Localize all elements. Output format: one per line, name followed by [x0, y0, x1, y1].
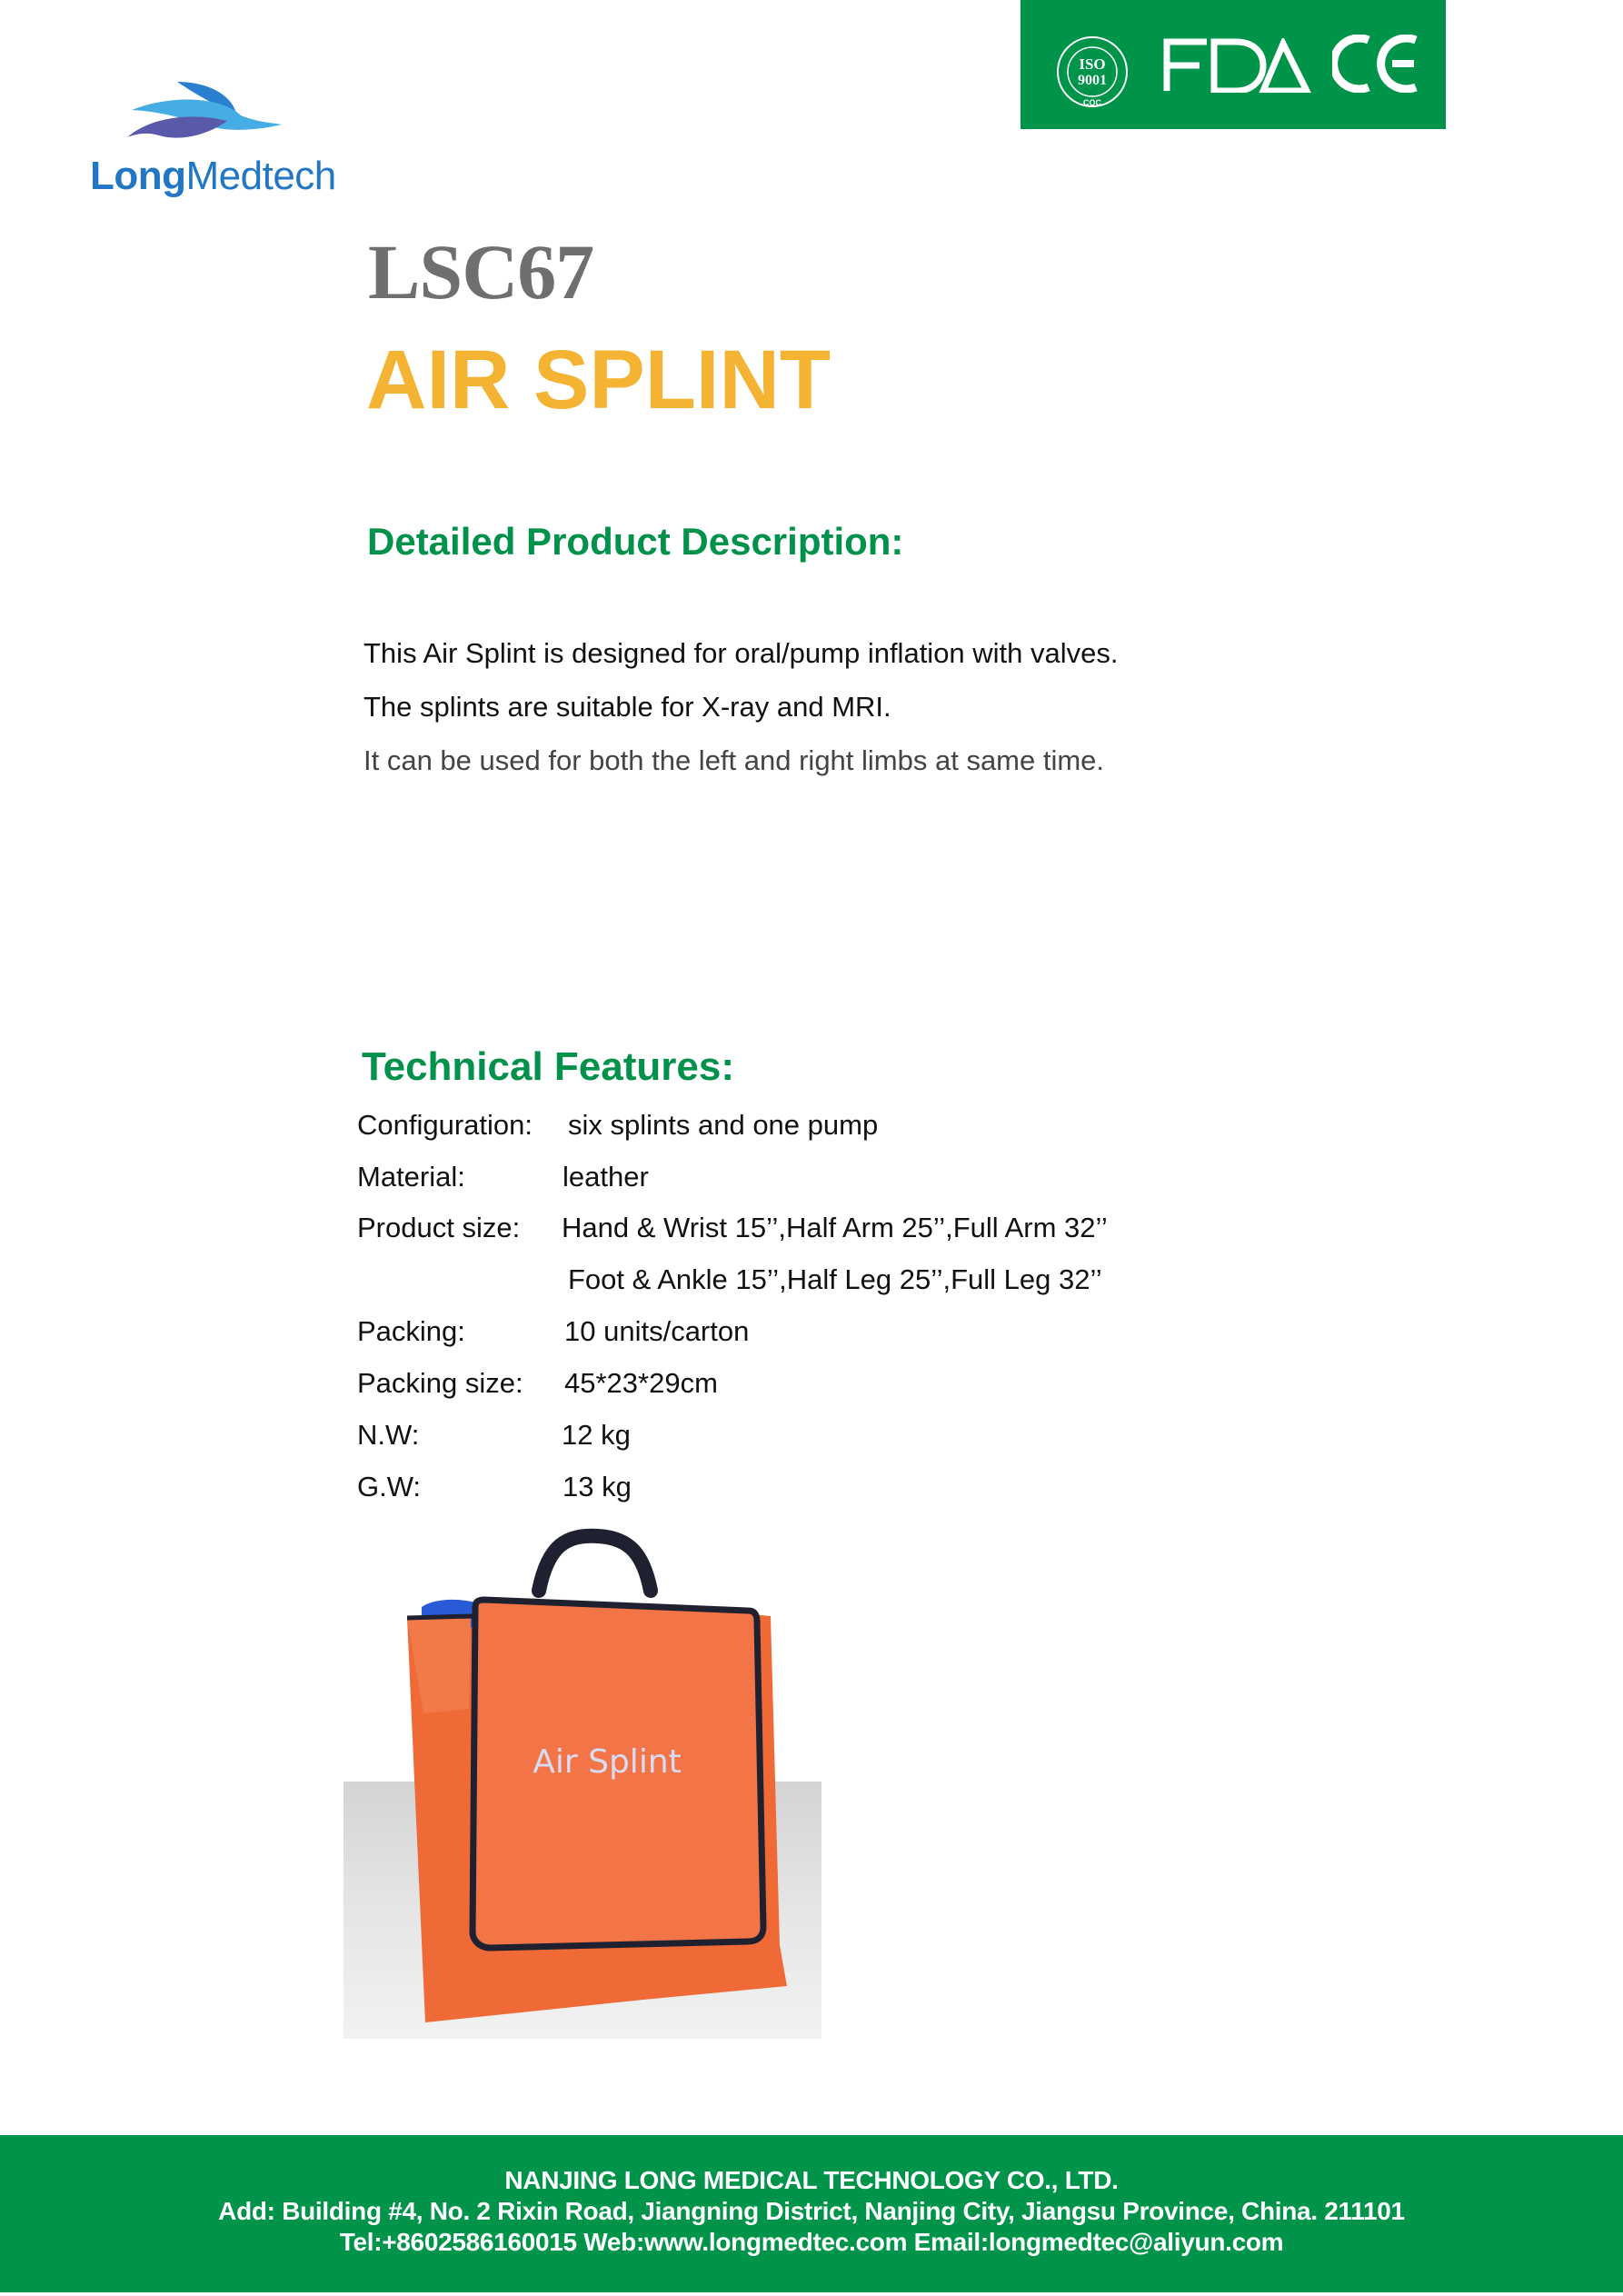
- spec-label-gross-weight: G.W:: [357, 1471, 422, 1502]
- spec-value-packing-size: 45*23*29cm: [564, 1367, 718, 1399]
- spec-value-configuration: six splints and one pump: [568, 1109, 879, 1141]
- spec-label-packing-size: Packing size:: [357, 1367, 523, 1399]
- product-photo: [344, 1527, 821, 2039]
- description-line: This Air Splint is designed for oral/pump inflation with valves.: [363, 637, 1119, 669]
- page-footer: [0, 2135, 1623, 2292]
- iso-9001-cqc-icon: [1055, 35, 1130, 109]
- spec-label-material: Material:: [357, 1161, 465, 1193]
- spec-label-net-weight: N.W:: [357, 1419, 420, 1451]
- description-line: It can be used for both the left and right limbs at same time.: [363, 744, 1105, 776]
- spec-label-packing: Packing:: [357, 1315, 465, 1347]
- spec-value-net-weight: 12 kg: [562, 1419, 631, 1451]
- spec-value-packing: 10 units/carton: [564, 1315, 750, 1347]
- footer-contact: Tel:+8602586160015 Web:www.longmedtec.com Email:longmedtec@aliyun.com: [339, 2228, 1284, 2256]
- footer-company: NANJING LONG MEDICAL TECHNOLOGY CO., LTD.: [504, 2166, 1119, 2194]
- technical-heading: Technical Features:: [362, 1044, 734, 1089]
- ce-mark-icon: [1332, 35, 1423, 93]
- company-logo: [86, 77, 377, 205]
- spec-label-configuration: Configuration:: [357, 1109, 533, 1141]
- bird-wings-icon: [123, 77, 295, 150]
- product-title: AIR SPLINT: [366, 334, 831, 426]
- bag-label: Air Splint: [533, 1743, 682, 1781]
- spec-label-product-size: Product size:: [357, 1212, 521, 1243]
- svg-text:9001: 9001: [1078, 73, 1107, 88]
- logo-wordmark: LongMedtech: [90, 154, 336, 198]
- product-model: LSC67: [368, 228, 594, 315]
- svg-text:ISO: ISO: [1079, 55, 1106, 73]
- spec-value-material: leather: [563, 1161, 649, 1193]
- air-splint-bag-image: [344, 1527, 821, 2039]
- spec-value-product-size-arm: Hand & Wrist 15’’,Half Arm 25’’,Full Arm 32’’: [562, 1212, 1108, 1243]
- footer-address: Add: Building #4, No. 2 Rixin Road, Jiangning District, Nanjing City, Jiangsu Province, China. 211101: [218, 2197, 1405, 2225]
- svg-text:CQC: CQC: [1083, 98, 1101, 107]
- spec-value-gross-weight: 13 kg: [563, 1471, 632, 1502]
- certification-badge: [1021, 0, 1446, 129]
- fda-icon: [1161, 38, 1311, 93]
- spec-value-product-size-leg: Foot & Ankle 15’’,Half Leg 25’’,Full Leg 32’’: [568, 1263, 1102, 1295]
- description-line: The splints are suitable for X-ray and MRI.: [363, 691, 891, 723]
- description-heading: Detailed Product Description:: [367, 520, 904, 563]
